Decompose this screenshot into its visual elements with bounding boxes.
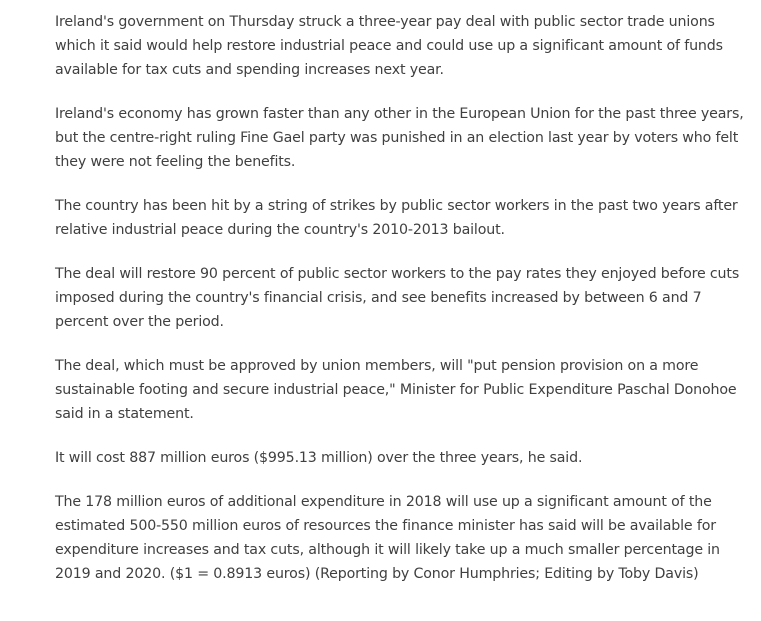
article-body (55, 10, 755, 606)
article-paragraph: The country has been hit by a string of strikes by public sector workers in the past two years after relative industrial peace during the country's 2010-2013 bailout. (55, 198, 738, 238)
article-paragraph: The deal will restore 90 percent of public sector workers to the pay rates they enjoyed before cuts imposed during the country's financial crisis, and see benefits increased by between 6 and 7 percent over the period. (55, 266, 740, 330)
article-paragraph: It will cost 887 million euros ($995.13 million) over the three years, he said. (55, 450, 583, 466)
article-paragraph: The 178 million euros of additional expenditure in 2018 will use up a significant amount of the estimated 500-550 million euros of resources the finance minister has said will be available for expenditure increases and tax cuts, although it will likely take up a much smaller percentage in 2019 and 2020. ($1 = 0.8913 euros) (Reporting by Conor Humphries; Editing by Toby Davis) (55, 494, 720, 582)
article-paragraph: Ireland's government on Thursday struck a three-year pay deal with public sector trade unions which it said would help restore industrial peace and could use up a significant amount of funds available for tax cuts and spending increases next year. (55, 14, 723, 78)
article-paragraph: The deal, which must be approved by union members, will "put pension provision on a more sustainable footing and secure industrial peace," Minister for Public Expenditure Paschal Donohoe said in a statement. (55, 358, 737, 422)
article-paragraph: Ireland's economy has grown faster than any other in the European Union for the past three years, but the centre-right ruling Fine Gael party was punished in an election last year by voters who felt they were not feeling the benefits. (55, 106, 744, 170)
